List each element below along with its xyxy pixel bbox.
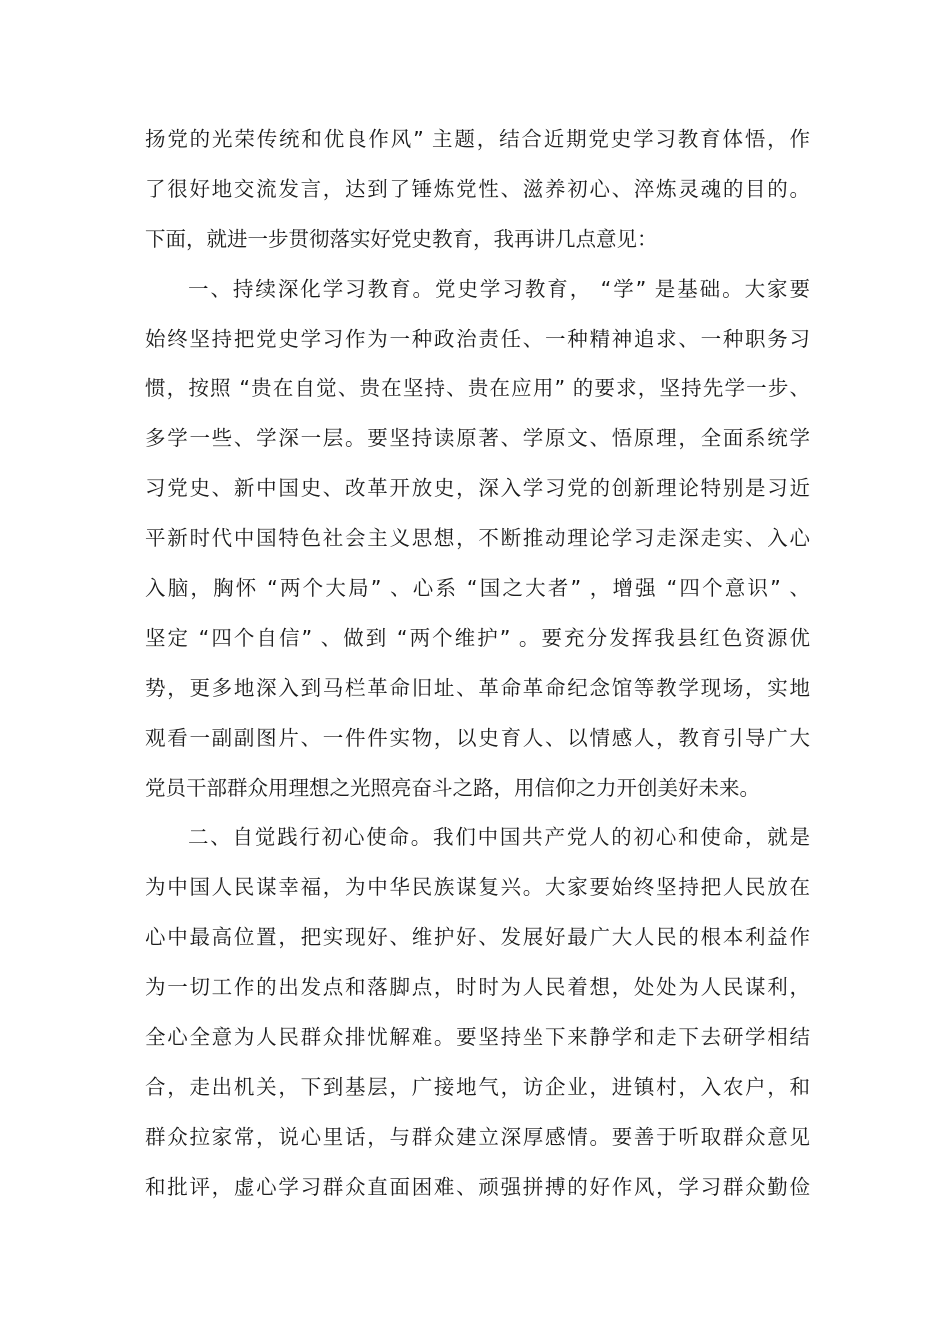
text-line: 观看一副副图片、一件件实物，以史育人、以情感人，教育引导广大 xyxy=(145,725,810,750)
text-line: 群众拉家常，说心里话，与群众建立深厚感情。要善于听取群众意见 xyxy=(145,1124,810,1149)
paragraph-heading-line: 一、持续深化学习教育。党史学习教育， “学” 是基础。大家要 xyxy=(188,276,810,301)
text-line: 入脑，胸怀 “两个大局” 、心系 “国之大者” ，增强 “四个意识” 、 xyxy=(145,576,810,601)
text-line: 势，更多地深入到马栏革命旧址、革命革命纪念馆等教学现场，实地 xyxy=(145,675,810,700)
text-line: 合，走出机关，下到基层，广接地气，访企业，进镇村，入农户，和 xyxy=(145,1074,810,1099)
text-line: 扬党的光荣传统和优良作风” 主题，结合近期党史学习教育体悟，作 xyxy=(145,127,810,151)
body-text xyxy=(145,115,810,1213)
text-line: 平新时代中国特色社会主义思想，不断推动理论学习走深走实、入心 xyxy=(145,526,810,551)
text-line: 为一切工作的出发点和落脚点，时时为人民着想，处处为人民谋利， xyxy=(145,975,810,1000)
text-line: 了很好地交流发言，达到了锤炼党性、滋养初心、淬炼灵魂的目的。 xyxy=(145,176,810,201)
text-line: 党员干部群众用理想之光照亮奋斗之路，用信仰之力开创美好未来。 xyxy=(145,775,760,800)
text-line: 心中最高位置，把实现好、维护好、发展好最广大人民的根本利益作 xyxy=(145,925,810,950)
text-line: 习党史、新中国史、改革开放史，深入学习党的创新理论特别是习近 xyxy=(145,476,810,501)
text-line: 下面，就进一步贯彻落实好党史教育，我再讲几点意见： xyxy=(145,226,658,251)
text-line: 惯，按照 “贵在自觉、贵在坚持、贵在应用” 的要求，坚持先学一步、 xyxy=(145,376,810,401)
text-line: 坚定 “四个自信” 、做到 “两个维护” 。要充分发挥我县红色资源优 xyxy=(145,625,810,650)
text-line: 始终坚持把党史学习作为一种政治责任、一种精神追求、一种职务习 xyxy=(145,326,810,351)
text-line: 多学一些、学深一层。要坚持读原著、学原文、悟原理，全面系统学 xyxy=(145,426,810,451)
paragraph-heading-line: 二、自觉践行初心使命。我们中国共产党人的初心和使命，就是 xyxy=(188,825,810,850)
text-line: 和批评，虚心学习群众直面困难、顽强拼搏的好作风，学习群众勤俭 xyxy=(145,1174,810,1199)
text-line: 全心全意为人民群众排忧解难。要坚持坐下来静学和走下去研学相结 xyxy=(145,1025,810,1050)
text-line: 为中国人民谋幸福，为中华民族谋复兴。大家要始终坚持把人民放在 xyxy=(145,875,810,900)
